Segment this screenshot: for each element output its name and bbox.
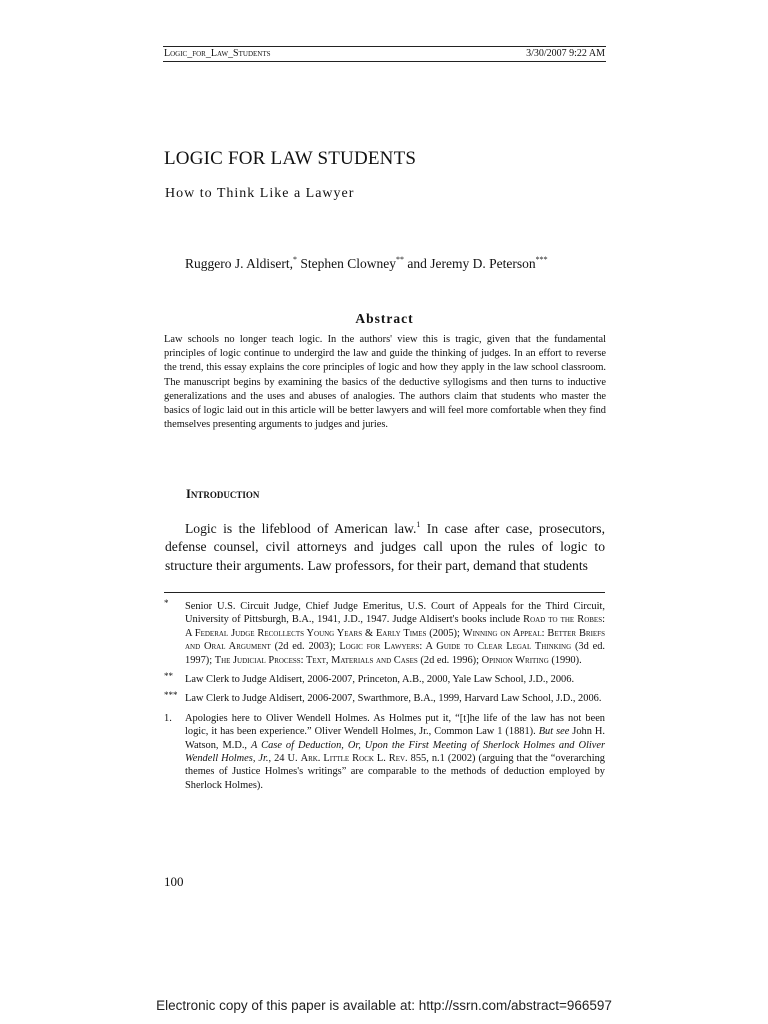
footnote-aldisert — [164, 600, 605, 667]
footnote-ref-1[interactable]: 1 — [416, 520, 421, 529]
footnote-peterson — [164, 692, 605, 705]
footnote-text: (2005); — [426, 627, 463, 639]
footnote-text: (1990). — [548, 654, 582, 666]
footnote-text: John H. Watson, M.D., — [185, 726, 605, 751]
book-title: The Judicial Process: Text, Materials and Cases — [214, 654, 418, 666]
footnote-1 — [164, 712, 605, 792]
footnote-divider — [164, 592, 605, 593]
author-line — [185, 256, 548, 272]
abstract-heading: Abstract — [355, 311, 414, 326]
footnote-text: , 24 U. — [268, 753, 301, 765]
footnote-text: Apologies here to Oliver Wendell Holmes. As Holmes put it, “[t]he life of the law has not been logic, it has been experience.” Oliver Wendell Holmes, Jr., Common Law 1 (1881). — [185, 712, 605, 738]
author-peterson-mark: *** — [535, 255, 548, 264]
footnote-mark: *** — [164, 690, 178, 701]
book-title: Road to the Robes: A Federal Judge Recollects Young Years & Early Times — [185, 614, 605, 639]
book-title: Winning on Appeal: Better Briefs and Oral Argument — [185, 627, 605, 653]
book-title: Logic for Lawyers: A Guide to Clear Legal Thinking — [339, 641, 572, 653]
signal-italic: But see — [538, 726, 570, 738]
footnote-text: Law Clerk to Judge Aldisert, 2006-2007, Swarthmore, B.A., 1999, Harvard Law School, J.D., 2006. — [185, 693, 602, 705]
footnote-text: (2d ed. 2003); — [270, 641, 340, 653]
ssrn-notice[interactable]: Electronic copy of this paper is available at: http://ssrn.com/abstract=966597 — [156, 998, 612, 1013]
author-clowney: Stephen Clowney — [297, 256, 396, 271]
intro-sentence-rest: In case after case, prosecutors, defense counsel, civil attorneys and judges call upon the rules of logic to structure their arguments. Law professors, for their part, demand that students — [165, 521, 605, 573]
introduction-heading: Introduction — [186, 487, 260, 501]
author-clowney-mark: ** — [396, 255, 404, 264]
intro-sentence-1: Logic is the lifeblood of American law. — [185, 521, 417, 536]
footnote-number: 1. — [164, 712, 172, 724]
paper-title: LOGIC FOR LAW STUDENTS — [164, 148, 417, 169]
footnote-text: (2d ed. 1996); — [417, 654, 482, 666]
footnote-text: Senior U.S. Circuit Judge, Chief Judge Emeritus, U.S. Court of Appeals for the Third Circuit, University of Pittsburgh, B.A., 1941, J.D., 1947. Judge Aldisert's books include — [185, 601, 605, 626]
running-header — [163, 46, 606, 62]
footnote-mark: ** — [164, 671, 173, 682]
footnotes — [164, 600, 605, 798]
footnote-text: (3d ed. 1997); — [185, 641, 606, 666]
author-peterson: and Jeremy D. Peterson — [404, 256, 536, 271]
journal-title: Ark. Little Rock L. Rev. — [300, 753, 408, 765]
footnote-mark: * — [164, 598, 169, 608]
author-aldisert: Ruggero J. Aldisert, — [185, 256, 293, 271]
page-number: 100 — [164, 874, 184, 889]
book-title: Opinion Writing — [481, 654, 549, 666]
header-timestamp: 3/30/2007 9:22 AM — [526, 48, 605, 59]
footnote-text: Law Clerk to Judge Aldisert, 2006-2007, Princeton, A.B., 2000, Yale Law School, J.D., 2006. — [185, 674, 575, 686]
abstract-body: Law schools no longer teach logic. In the authors' view this is tragic, given that the fundamental principles of logic continue to undergird the law and guide the thinking of judges. In an effort to reverse the trend, this essay explains the core principles of logic and how they apply in the law school classroom. The manuscript begins by examining the basics of the deductive syllogisms and then turns to inductive generalizations and the uses and abuses of analogies. The authors claim that students who master the basics of logic laid out in this article will be better lawyers and will feel more comfortable when they find themselves presenting arguments to judges and juries. — [164, 334, 606, 431]
author-aldisert-mark: * — [293, 255, 297, 264]
footnote-clowney — [164, 673, 605, 686]
footnote-text: 855, n.1 (2002) (arguing that the “overarching themes of Justice Holmes's writings” are comparable to the methods of deduction employed by Sherlock Holmes). — [185, 753, 605, 791]
paper-subtitle: How to Think Like a Lawyer — [165, 186, 355, 201]
article-title: A Case of Deduction, Or, Upon the First Meeting of Sherlock Holmes and Oliver Wendell Holmes, Jr. — [185, 739, 605, 765]
introduction-paragraph — [165, 520, 605, 575]
running-title: Logic_for_Law_Students — [164, 48, 271, 59]
